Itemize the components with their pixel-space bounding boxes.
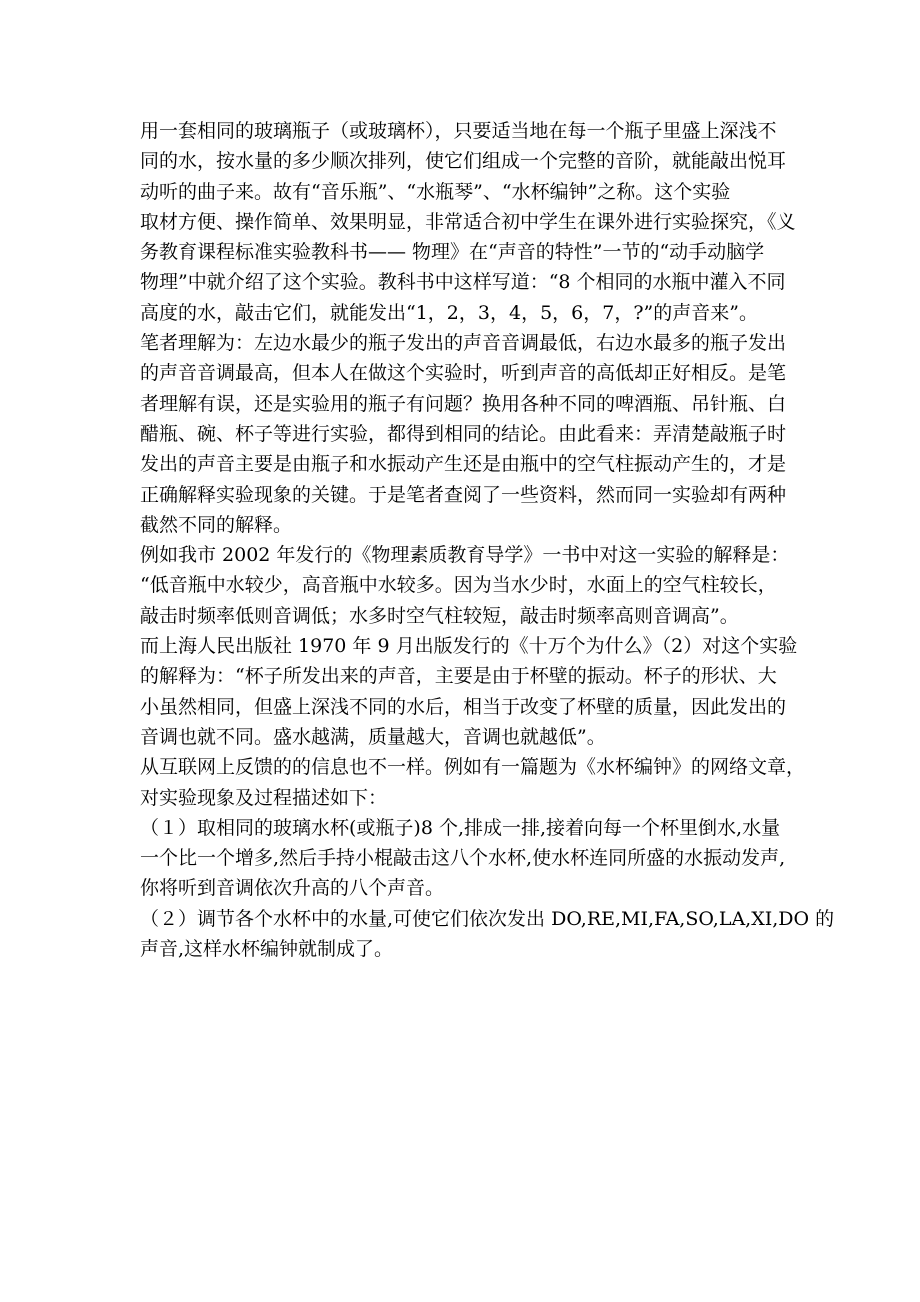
text-line: 一个比一个增多,然后手持小棍敲击这八个水杯,使水杯连同所盛的水振动发声, (140, 847, 786, 870)
text-line: 截然不同的解释。 (140, 513, 293, 536)
text-line: 而上海人民出版社 1970 年 9 月出版发行的《十万个为什么》（2）对这个实验 (140, 635, 798, 658)
text-line: 对实验现象及过程描述如下： (140, 786, 388, 809)
text-line: 声音,这样水杯编钟就制成了。 (140, 938, 394, 961)
paragraph (140, 631, 800, 752)
body-text (140, 116, 835, 964)
paragraph (140, 904, 835, 965)
text-line: 的声音音调最高，但本人在做这个实验时，听到声音的高低却正好相反。是笔 (140, 362, 787, 385)
text-line: 音调也就不同。盛水越满，质量越大，音调也就越低”。 (140, 725, 606, 748)
text-line: 用一套相同的玻璃瓶子（或玻璃杯），只要适当地在每一个瓶子里盛上深浅不 (140, 120, 777, 142)
text-line: 发出的声音主要是由瓶子和水振动产生还是由瓶中的空气柱振动产生的，才是 (140, 453, 787, 476)
paragraph (140, 813, 800, 904)
text-line: （２）调节各个水杯中的水量,可使它们依次发出 DO,RE,MI,FA,SO,LA,XI,DO 的 (140, 907, 835, 930)
text-line: （１）取相同的玻璃水杯(或瓶子)8 个,排成一排,接着向每一个杯里倒水,水量 (140, 816, 781, 839)
text-line: 务教育课程标准实验教科书—— 物理》在“声音的特性”一节的“动手动脑学 (140, 241, 765, 264)
text-line: 你将听到音调依次升高的八个声音。 (140, 877, 445, 900)
text-line: “低音瓶中水较少，高音瓶中水较多。因为当水少时，水面上的空气柱较长， (140, 574, 777, 597)
text-line: 同的水，按水量的多少顺次排列，使它们组成一个完整的音阶，就能敲出悦耳 (140, 150, 787, 173)
text-line: 小虽然相同，但盛上深浅不同的水后，相当于改变了杯壁的质量，因此发出的 (140, 695, 787, 718)
text-line: 醋瓶、碗、杯子等进行实验，都得到相同的结论。由此看来：弄清楚敲瓶子时 (140, 422, 787, 445)
text-line: 物理”中就介绍了这个实验。教科书中这样写道：“8 个相同的水瓶中灌入不同 (140, 271, 786, 294)
text-line: 正确解释实验现象的关键。于是笔者查阅了一些资料，然而同一实验却有两种 (140, 483, 787, 506)
text-line: 者理解有误，还是实验用的瓶子有问题？换用各种不同的啤酒瓶、吊针瓶、白 (140, 392, 787, 415)
text-line: 动听的曲子来。故有“音乐瓶”、“水瓶琴”、“水杯编钟”之称。这个实验 (140, 180, 731, 203)
text-line: 取材方便、操作简单、效果明显，非常适合初中学生在课外进行实验探究，《义 (140, 210, 796, 233)
text-line: 例如我市 2002 年发行的《物理素质教育导学》一书中对这一实验的解释是： (140, 544, 790, 567)
paragraph (140, 328, 800, 540)
text-line: 敲击时频率低则音调低；水多时空气柱较短，敲击时频率高则音调高”。 (140, 604, 739, 627)
text-line: 笔者理解为：左边水最少的瓶子发出的声音音调最低，右边水最多的瓶子发出 (140, 332, 787, 355)
text-line: 从互联网上反馈的的信息也不一样。例如有一篇题为《水杯编钟》的网络文章， (140, 756, 806, 779)
text-line: 高度的水，敲击它们，就能发出“1，2，3，4，5，6，7，?”的声音来”。 (140, 301, 758, 324)
paragraph (140, 540, 800, 631)
paragraph (140, 116, 800, 328)
text-line: 的解释为：“杯子所发出来的声音，主要是由于杯壁的振动。杯子的形状、大 (140, 665, 777, 688)
paragraph (140, 752, 806, 813)
